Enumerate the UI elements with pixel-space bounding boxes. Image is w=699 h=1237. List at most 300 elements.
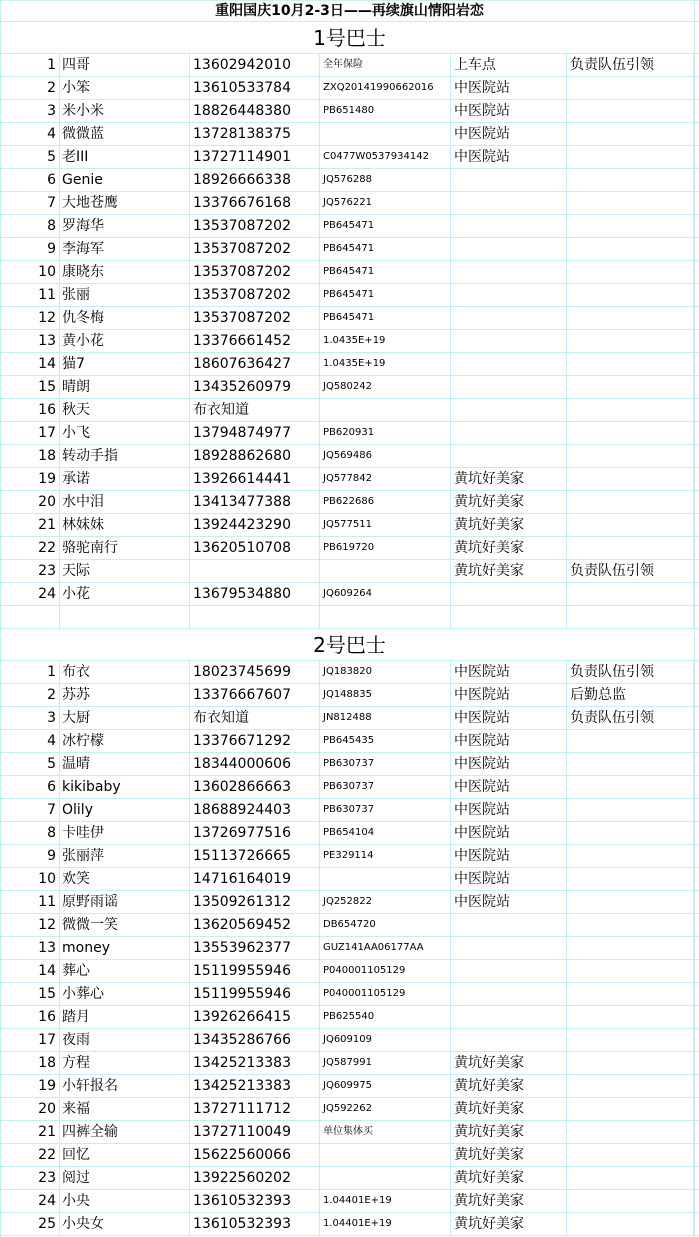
insurance-number-cell bbox=[320, 1167, 451, 1189]
table-row bbox=[0, 1213, 699, 1236]
table-row bbox=[0, 776, 699, 799]
member-name-cell: 老III bbox=[60, 146, 190, 168]
table-row bbox=[0, 730, 699, 753]
insurance-number-cell: ZXQ20141990662016 bbox=[320, 77, 451, 99]
member-name-cell: 原野雨谣 bbox=[60, 891, 190, 913]
phone-number-cell: 13537087202 bbox=[190, 307, 320, 329]
row-number-cell: 6 bbox=[0, 169, 60, 191]
bus1-label: 1号巴士 bbox=[313, 26, 386, 50]
table-row bbox=[0, 514, 699, 537]
pickup-point-cell bbox=[451, 330, 567, 352]
table-row bbox=[0, 914, 699, 937]
insurance-number-cell: P040001105129 bbox=[320, 983, 451, 1005]
row-number-cell: 15 bbox=[0, 983, 60, 1005]
member-name-cell: 米小米 bbox=[60, 100, 190, 122]
table-row bbox=[0, 799, 699, 822]
row-number-cell: 16 bbox=[0, 1006, 60, 1028]
member-name-cell: 阅过 bbox=[60, 1167, 190, 1189]
pickup-point-cell bbox=[451, 284, 567, 306]
insurance-number-cell: PB645471 bbox=[320, 307, 451, 329]
role-cell bbox=[567, 1167, 694, 1189]
insurance-number-cell bbox=[320, 399, 451, 421]
member-name-cell: 四裤全输 bbox=[60, 1121, 190, 1143]
pickup-point-cell bbox=[451, 445, 567, 467]
table-row bbox=[0, 284, 699, 307]
pickup-point-cell bbox=[451, 215, 567, 237]
pickup-point-cell bbox=[451, 192, 567, 214]
member-name-cell: Olily bbox=[60, 799, 190, 821]
table-row bbox=[0, 891, 699, 914]
table-row bbox=[0, 54, 699, 77]
role-cell: 负责队伍引领 bbox=[567, 560, 694, 582]
pickup-point-cell bbox=[451, 422, 567, 444]
phone-number-cell: 13922560202 bbox=[190, 1167, 320, 1189]
member-name-cell: 大地苍鹰 bbox=[60, 192, 190, 214]
member-name-cell: 回忆 bbox=[60, 1144, 190, 1166]
role-cell bbox=[567, 1075, 694, 1097]
member-name-cell: 大厨 bbox=[60, 707, 190, 729]
pickup-point-cell bbox=[451, 937, 567, 959]
insurance-number-cell: JQ148835 bbox=[320, 684, 451, 706]
row-number-cell: 5 bbox=[0, 753, 60, 775]
phone-number-cell: 18023745699 bbox=[190, 661, 320, 683]
role-cell: 负责队伍引领 bbox=[567, 54, 694, 76]
pickup-point-cell: 中医院站 bbox=[451, 822, 567, 844]
role-cell bbox=[567, 307, 694, 329]
role-cell bbox=[567, 353, 694, 375]
pickup-point-cell: 黄坑好美家 bbox=[451, 1098, 567, 1120]
role-cell bbox=[567, 868, 694, 890]
table-row bbox=[0, 560, 699, 583]
phone-number-cell: 18344000606 bbox=[190, 753, 320, 775]
table-row bbox=[0, 583, 699, 606]
row-number-cell: 5 bbox=[0, 146, 60, 168]
phone-number-cell: 13376676168 bbox=[190, 192, 320, 214]
member-name-cell: 温晴 bbox=[60, 753, 190, 775]
row-number-cell: 14 bbox=[0, 960, 60, 982]
row-number-cell: 14 bbox=[0, 353, 60, 375]
role-cell: 负责队伍引领 bbox=[567, 661, 694, 683]
table-row bbox=[0, 845, 699, 868]
table-row bbox=[0, 261, 699, 284]
pickup-point-cell: 中医院站 bbox=[451, 753, 567, 775]
role-cell bbox=[567, 960, 694, 982]
phone-number-cell: 13376661452 bbox=[190, 330, 320, 352]
pickup-point-cell: 黄坑好美家 bbox=[451, 1144, 567, 1166]
pickup-point-cell: 中医院站 bbox=[451, 891, 567, 913]
pickup-point-cell: 中医院站 bbox=[451, 100, 567, 122]
table-row bbox=[0, 822, 699, 845]
member-name-cell: 小花 bbox=[60, 583, 190, 605]
row-number-cell: 22 bbox=[0, 1144, 60, 1166]
phone-number-cell: 13610532393 bbox=[190, 1213, 320, 1235]
table-row bbox=[0, 376, 699, 399]
row-number-cell: 11 bbox=[0, 284, 60, 306]
table-row bbox=[0, 868, 699, 891]
table-row bbox=[0, 123, 699, 146]
row-number-cell: 4 bbox=[0, 123, 60, 145]
row-number-cell: 24 bbox=[0, 1190, 60, 1212]
pickup-point-cell bbox=[451, 238, 567, 260]
table-row bbox=[0, 753, 699, 776]
pickup-point-cell bbox=[451, 583, 567, 605]
role-cell bbox=[567, 491, 694, 513]
phone-number-cell: 13509261312 bbox=[190, 891, 320, 913]
phone-number-cell: 13610532393 bbox=[190, 1190, 320, 1212]
pickup-point-cell: 上车点 bbox=[451, 54, 567, 76]
table-row bbox=[0, 1144, 699, 1167]
insurance-number-cell: PB654104 bbox=[320, 822, 451, 844]
role-cell bbox=[567, 776, 694, 798]
row-number-cell: 10 bbox=[0, 868, 60, 890]
role-cell bbox=[567, 1213, 694, 1235]
pickup-point-cell bbox=[451, 376, 567, 398]
row-number-cell: 25 bbox=[0, 1213, 60, 1235]
phone-number-cell: 15119955946 bbox=[190, 960, 320, 982]
insurance-number-cell: JQ577842 bbox=[320, 468, 451, 490]
table-row bbox=[0, 330, 699, 353]
insurance-number-cell: GUZ141AA06177AA bbox=[320, 937, 451, 959]
row-number-cell: 18 bbox=[0, 445, 60, 467]
row-number-cell: 20 bbox=[0, 491, 60, 513]
row-number-cell: 9 bbox=[0, 238, 60, 260]
pickup-point-cell: 黄坑好美家 bbox=[451, 1121, 567, 1143]
phone-number-cell: 13413477388 bbox=[190, 491, 320, 513]
member-name-cell: 四哥 bbox=[60, 54, 190, 76]
pickup-point-cell: 黄坑好美家 bbox=[451, 1052, 567, 1074]
pickup-point-cell: 黄坑好美家 bbox=[451, 1075, 567, 1097]
member-name-cell: 小笨 bbox=[60, 77, 190, 99]
role-cell bbox=[567, 399, 694, 421]
table-row bbox=[0, 537, 699, 560]
role-cell bbox=[567, 376, 694, 398]
row-number-cell: 6 bbox=[0, 776, 60, 798]
phone-number-cell: 13602866663 bbox=[190, 776, 320, 798]
phone-number-cell: 14716164019 bbox=[190, 868, 320, 890]
member-name-cell: 李海军 bbox=[60, 238, 190, 260]
member-name-cell: 张丽 bbox=[60, 284, 190, 306]
table-row bbox=[0, 1029, 699, 1052]
table-row bbox=[0, 468, 699, 491]
insurance-number-cell: PB619720 bbox=[320, 537, 451, 559]
row-number-cell: 1 bbox=[0, 54, 60, 76]
member-name-cell: 黄小花 bbox=[60, 330, 190, 352]
pickup-point-cell: 黄坑好美家 bbox=[451, 1167, 567, 1189]
phone-number-cell: 18928862680 bbox=[190, 445, 320, 467]
role-cell bbox=[567, 891, 694, 913]
row-number-cell: 7 bbox=[0, 192, 60, 214]
member-name-cell: 仇冬梅 bbox=[60, 307, 190, 329]
member-name-cell: 微微一笑 bbox=[60, 914, 190, 936]
pickup-point-cell bbox=[451, 1006, 567, 1028]
role-cell bbox=[567, 192, 694, 214]
phone-number-cell: 13794874977 bbox=[190, 422, 320, 444]
insurance-number-cell: PB622686 bbox=[320, 491, 451, 513]
insurance-number-cell: PB645471 bbox=[320, 284, 451, 306]
table-row bbox=[0, 491, 699, 514]
phone-number-cell: 13537087202 bbox=[190, 284, 320, 306]
role-cell bbox=[567, 1190, 694, 1212]
member-name-cell: 冰柠檬 bbox=[60, 730, 190, 752]
table-row bbox=[0, 707, 699, 730]
member-name-cell: 来福 bbox=[60, 1098, 190, 1120]
pickup-point-cell: 黄坑好美家 bbox=[451, 491, 567, 513]
phone-number-cell: 18688924403 bbox=[190, 799, 320, 821]
member-name-cell: 骆驼南行 bbox=[60, 537, 190, 559]
insurance-number-cell: PB645471 bbox=[320, 238, 451, 260]
pickup-point-cell bbox=[451, 914, 567, 936]
phone-number-cell: 13553962377 bbox=[190, 937, 320, 959]
pickup-point-cell: 中医院站 bbox=[451, 661, 567, 683]
member-name-cell: 承诺 bbox=[60, 468, 190, 490]
role-cell bbox=[567, 983, 694, 1005]
insurance-number-cell: PB645471 bbox=[320, 261, 451, 283]
insurance-number-cell: PE329114 bbox=[320, 845, 451, 867]
insurance-number-cell: JQ569486 bbox=[320, 445, 451, 467]
grid-edge-right bbox=[694, 1, 695, 1237]
row-number-cell: 8 bbox=[0, 215, 60, 237]
insurance-number-cell: PB645471 bbox=[320, 215, 451, 237]
table-row bbox=[0, 353, 699, 376]
row-number-cell: 10 bbox=[0, 261, 60, 283]
table-row bbox=[0, 192, 699, 215]
phone-number-cell: 13926614441 bbox=[190, 468, 320, 490]
member-name-cell: 小葬心 bbox=[60, 983, 190, 1005]
table-row bbox=[0, 983, 699, 1006]
pickup-point-cell bbox=[451, 353, 567, 375]
member-name-cell: 卡哇伊 bbox=[60, 822, 190, 844]
row-number-cell: 13 bbox=[0, 330, 60, 352]
row-number-cell: 4 bbox=[0, 730, 60, 752]
insurance-number-cell: DB654720 bbox=[320, 914, 451, 936]
role-cell bbox=[567, 514, 694, 536]
role-cell bbox=[567, 100, 694, 122]
row-number-cell: 21 bbox=[0, 1121, 60, 1143]
member-name-cell: 罗海华 bbox=[60, 215, 190, 237]
table-row bbox=[0, 661, 699, 684]
phone-number-cell: 18607636427 bbox=[190, 353, 320, 375]
phone-number-cell: 13924423290 bbox=[190, 514, 320, 536]
row-number-cell: 11 bbox=[0, 891, 60, 913]
pickup-point-cell: 中医院站 bbox=[451, 684, 567, 706]
role-cell bbox=[567, 445, 694, 467]
phone-number-cell: 13679534880 bbox=[190, 583, 320, 605]
bus2-label: 2号巴士 bbox=[313, 633, 386, 657]
pickup-point-cell: 中医院站 bbox=[451, 707, 567, 729]
bus1-header-row bbox=[0, 22, 699, 54]
phone-number-cell: 13728138375 bbox=[190, 123, 320, 145]
phone-number-cell bbox=[190, 560, 320, 582]
pickup-point-cell bbox=[451, 1029, 567, 1051]
member-name-cell: kikibaby bbox=[60, 776, 190, 798]
phone-number-cell: 13620569452 bbox=[190, 914, 320, 936]
phone-number-cell: 13425213383 bbox=[190, 1075, 320, 1097]
role-cell bbox=[567, 1098, 694, 1120]
row-number-cell: 21 bbox=[0, 514, 60, 536]
phone-number-cell: 15113726665 bbox=[190, 845, 320, 867]
role-cell bbox=[567, 753, 694, 775]
pickup-point-cell: 中医院站 bbox=[451, 123, 567, 145]
phone-number-cell: 13727110049 bbox=[190, 1121, 320, 1143]
row-number-cell: 12 bbox=[0, 307, 60, 329]
role-cell bbox=[567, 583, 694, 605]
row-number-cell: 13 bbox=[0, 937, 60, 959]
phone-number-cell: 13537087202 bbox=[190, 215, 320, 237]
member-name-cell: 小飞 bbox=[60, 422, 190, 444]
member-name-cell: 林妹妹 bbox=[60, 514, 190, 536]
role-cell bbox=[567, 261, 694, 283]
insurance-number-cell: PB630737 bbox=[320, 753, 451, 775]
phone-number-cell: 13610533784 bbox=[190, 77, 320, 99]
table-row bbox=[0, 146, 699, 169]
insurance-number-cell: JQ183820 bbox=[320, 661, 451, 683]
insurance-number-cell: PB620931 bbox=[320, 422, 451, 444]
role-cell bbox=[567, 468, 694, 490]
table-row bbox=[0, 684, 699, 707]
table-row bbox=[0, 422, 699, 445]
pickup-point-cell: 中医院站 bbox=[451, 730, 567, 752]
phone-number-cell: 13602942010 bbox=[190, 54, 320, 76]
sheet-title: 重阳国庆10月2-3日——再续旗山情阳岩恋 bbox=[215, 3, 484, 19]
insurance-number-cell bbox=[320, 868, 451, 890]
phone-number-cell: 布衣知道 bbox=[190, 399, 320, 421]
phone-number-cell: 13926266415 bbox=[190, 1006, 320, 1028]
table-row bbox=[0, 238, 699, 261]
table-row bbox=[0, 100, 699, 123]
pickup-point-cell: 中医院站 bbox=[451, 799, 567, 821]
insurance-number-cell: JQ580242 bbox=[320, 376, 451, 398]
row-number-cell: 19 bbox=[0, 1075, 60, 1097]
phone-number-cell: 13620510708 bbox=[190, 537, 320, 559]
member-name-cell: 转动手指 bbox=[60, 445, 190, 467]
row-number-cell: 3 bbox=[0, 707, 60, 729]
insurance-number-cell: 1.04401E+19 bbox=[320, 1213, 451, 1235]
member-name-cell: 小轩报名 bbox=[60, 1075, 190, 1097]
row-number-cell: 2 bbox=[0, 684, 60, 706]
role-cell: 负责队伍引领 bbox=[567, 707, 694, 729]
role-cell bbox=[567, 284, 694, 306]
phone-number-cell: 13537087202 bbox=[190, 261, 320, 283]
pickup-point-cell bbox=[451, 261, 567, 283]
member-name-cell: 小央女 bbox=[60, 1213, 190, 1235]
member-name-cell: 葬心 bbox=[60, 960, 190, 982]
role-cell bbox=[567, 537, 694, 559]
pickup-point-cell: 黄坑好美家 bbox=[451, 560, 567, 582]
table-row bbox=[0, 445, 699, 468]
member-name-cell: money bbox=[60, 937, 190, 959]
row-number-cell: 22 bbox=[0, 537, 60, 559]
phone-number-cell: 13537087202 bbox=[190, 238, 320, 260]
title-row bbox=[0, 1, 699, 22]
role-cell bbox=[567, 937, 694, 959]
table-row bbox=[0, 960, 699, 983]
member-name-cell: 苏苏 bbox=[60, 684, 190, 706]
grid-edge-left bbox=[0, 1, 1, 1237]
row-number-cell: 19 bbox=[0, 468, 60, 490]
insurance-number-cell: P040001105129 bbox=[320, 960, 451, 982]
role-cell bbox=[567, 330, 694, 352]
table-row bbox=[0, 1190, 699, 1213]
member-name-cell: 布衣 bbox=[60, 661, 190, 683]
phone-number-cell: 13376667607 bbox=[190, 684, 320, 706]
table-row bbox=[0, 215, 699, 238]
insurance-number-cell: JQ609975 bbox=[320, 1075, 451, 1097]
pickup-point-cell: 中医院站 bbox=[451, 146, 567, 168]
insurance-number-cell: 1.0435E+19 bbox=[320, 353, 451, 375]
phone-number-cell: 13425213383 bbox=[190, 1052, 320, 1074]
table-row bbox=[0, 1098, 699, 1121]
insurance-number-cell: PB630737 bbox=[320, 776, 451, 798]
pickup-point-cell bbox=[451, 960, 567, 982]
role-cell bbox=[567, 799, 694, 821]
role-cell bbox=[567, 169, 694, 191]
row-number-cell: 16 bbox=[0, 399, 60, 421]
row-number-cell: 23 bbox=[0, 1167, 60, 1189]
role-cell bbox=[567, 215, 694, 237]
row-number-cell: 3 bbox=[0, 100, 60, 122]
row-number-cell: 7 bbox=[0, 799, 60, 821]
role-cell bbox=[567, 730, 694, 752]
member-name-cell: 小央 bbox=[60, 1190, 190, 1212]
row-number-cell: 17 bbox=[0, 1029, 60, 1051]
member-name-cell: 水中泪 bbox=[60, 491, 190, 513]
insurance-number-cell: JN812488 bbox=[320, 707, 451, 729]
table-row bbox=[0, 307, 699, 330]
role-cell bbox=[567, 845, 694, 867]
pickup-point-cell: 黄坑好美家 bbox=[451, 1213, 567, 1235]
role-cell bbox=[567, 238, 694, 260]
role-cell bbox=[567, 422, 694, 444]
insurance-number-cell: JQ592262 bbox=[320, 1098, 451, 1120]
table-row bbox=[0, 1006, 699, 1029]
role-cell bbox=[567, 1121, 694, 1143]
phone-number-cell: 13376671292 bbox=[190, 730, 320, 752]
row-number-cell: 18 bbox=[0, 1052, 60, 1074]
insurance-number-cell: JQ576288 bbox=[320, 169, 451, 191]
role-cell bbox=[567, 914, 694, 936]
role-cell bbox=[567, 1052, 694, 1074]
pickup-point-cell: 黄坑好美家 bbox=[451, 514, 567, 536]
role-cell bbox=[567, 123, 694, 145]
insurance-number-cell: JQ609109 bbox=[320, 1029, 451, 1051]
insurance-number-cell: 1.0435E+19 bbox=[320, 330, 451, 352]
phone-number-cell: 13727114901 bbox=[190, 146, 320, 168]
member-name-cell: 张丽萍 bbox=[60, 845, 190, 867]
member-name-cell: 方程 bbox=[60, 1052, 190, 1074]
pickup-point-cell: 中医院站 bbox=[451, 776, 567, 798]
pickup-point-cell: 黄坑好美家 bbox=[451, 537, 567, 559]
row-number-cell: 20 bbox=[0, 1098, 60, 1120]
table-row bbox=[0, 77, 699, 100]
table-row bbox=[0, 1052, 699, 1075]
row-number-cell: 23 bbox=[0, 560, 60, 582]
pickup-point-cell bbox=[451, 307, 567, 329]
table-row bbox=[0, 399, 699, 422]
row-number-cell: 24 bbox=[0, 583, 60, 605]
row-number-cell: 17 bbox=[0, 422, 60, 444]
insurance-number-cell: 全年保险 bbox=[320, 54, 451, 76]
insurance-number-cell: 单位集体买 bbox=[320, 1121, 451, 1143]
role-cell bbox=[567, 1006, 694, 1028]
phone-number-cell: 18826448380 bbox=[190, 100, 320, 122]
insurance-number-cell bbox=[320, 1144, 451, 1166]
phone-number-cell: 布衣知道 bbox=[190, 707, 320, 729]
insurance-number-cell: JQ587991 bbox=[320, 1052, 451, 1074]
pickup-point-cell: 黄坑好美家 bbox=[451, 1190, 567, 1212]
pickup-point-cell: 中医院站 bbox=[451, 845, 567, 867]
table-row bbox=[0, 169, 699, 192]
insurance-number-cell: JQ609264 bbox=[320, 583, 451, 605]
